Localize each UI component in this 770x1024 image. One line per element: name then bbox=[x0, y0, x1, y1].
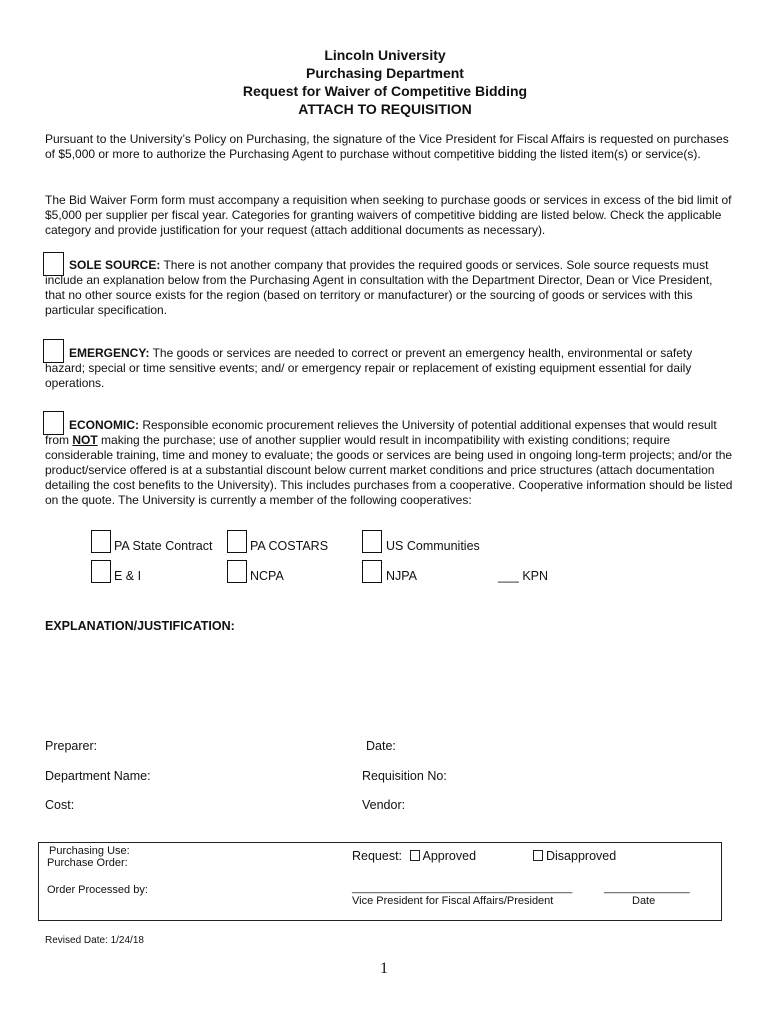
approved-label: Approved bbox=[422, 849, 477, 863]
preparer-field[interactable]: Preparer: bbox=[45, 739, 98, 753]
request-row bbox=[352, 849, 476, 863]
cost-field[interactable]: Cost: bbox=[45, 798, 75, 812]
pa-costars-label: PA COSTARS bbox=[250, 539, 329, 553]
pa-state-checkbox[interactable] bbox=[91, 530, 111, 553]
justification-label: EXPLANATION/JUSTIFICATION: bbox=[45, 619, 235, 633]
disapproved-row bbox=[533, 849, 616, 863]
economic-not: NOT bbox=[72, 433, 98, 447]
njpa-label: NJPA bbox=[386, 569, 418, 583]
e-and-i-label: E & I bbox=[114, 569, 142, 583]
kpn-label: ___ KPN bbox=[498, 569, 549, 583]
njpa-checkbox[interactable] bbox=[362, 560, 382, 583]
intro-paragraph-1: Pursuant to the University’s Policy on Purchasing, the signature of the Vice President for Fiscal Affairs is requested on purchases of $5,000 or more to authorize the Purchasing Agent to purchase without competitive bidding the listed item(s) or service(s). bbox=[45, 132, 729, 161]
approval-date-label: Date bbox=[632, 895, 656, 907]
pa-state-label: PA State Contract bbox=[114, 539, 213, 553]
economic-label: ECONOMIC: bbox=[69, 418, 139, 432]
order-processed-field[interactable]: Order Processed by: bbox=[47, 884, 148, 896]
economic-section bbox=[45, 418, 735, 508]
e-and-i-checkbox[interactable] bbox=[91, 560, 111, 583]
department-field[interactable]: Department Name: bbox=[45, 769, 151, 783]
emergency-text: The goods or services are needed to correct or prevent an emergency health, environmental or safety hazard; special or time sensitive events; and/ or emergency repair or replacement of existing equipment essential for daily operations. bbox=[45, 346, 693, 390]
page-number: 1 bbox=[380, 960, 388, 977]
sole-source-label: SOLE SOURCE: bbox=[69, 258, 161, 272]
us-communities-checkbox[interactable] bbox=[362, 530, 382, 553]
disapproved-checkbox[interactable] bbox=[533, 850, 543, 861]
requisition-field[interactable]: Requisition No: bbox=[362, 769, 447, 783]
vendor-field[interactable]: Vendor: bbox=[362, 798, 406, 812]
department-name: Purchasing Department bbox=[306, 65, 464, 81]
form-title: Request for Waiver of Competitive Bidding bbox=[242, 83, 528, 99]
vp-signature-label: Vice President for Fiscal Affairs/President bbox=[352, 895, 554, 907]
economic-text-a: Responsible economic procurement relieves the University of potential additional expenses that would result from bbox=[45, 418, 717, 447]
emergency-label: EMERGENCY: bbox=[69, 346, 150, 360]
request-label: Request: bbox=[352, 849, 403, 863]
purchase-order-field[interactable]: Purchase Order: bbox=[47, 857, 128, 869]
purchasing-use-box bbox=[38, 842, 722, 921]
disapproved-label: Disapproved bbox=[546, 849, 617, 863]
ncpa-checkbox[interactable] bbox=[227, 560, 247, 583]
economic-text-b: making the purchase; use of another supplier would result in incompatibility with existing conditions; require considerable training, time and money to evaluate; the goods or services are being used in ongoing long-term projects; and/or the product/service offered is at a substantial discount below current market conditions and price structures (attach documentation detailing the cost benefits to the University). This includes purchases from a cooperative. Cooperative information should be listed on the quote. The University is currently a member of the following cooperatives: bbox=[45, 433, 733, 507]
revised-date: Revised Date: 1/24/18 bbox=[45, 935, 144, 946]
approval-date-line[interactable]: ______________ bbox=[604, 882, 690, 894]
sole-source-section bbox=[45, 258, 735, 318]
purchasing-use-title: Purchasing Use: bbox=[49, 845, 130, 857]
attach-note: ATTACH TO REQUISITION bbox=[298, 101, 472, 117]
pa-costars-checkbox[interactable] bbox=[227, 530, 247, 553]
date-field[interactable]: Date: bbox=[366, 739, 396, 753]
us-communities-label: US Communities bbox=[386, 539, 480, 553]
vp-signature-line[interactable]: ____________________________________ bbox=[352, 882, 573, 894]
intro-paragraph-2: The Bid Waiver Form form must accompany a requisition when seeking to purchase goods or services in excess of the bid limit of $5,000 per supplier per fiscal year. Categories for granting waivers of competitive bidding are listed below. Check the applicable category and provide justification for your request (attach additional documents as necessary). bbox=[45, 193, 732, 237]
approved-checkbox[interactable] bbox=[410, 850, 420, 861]
sole-source-text: There is not another company that provides the required goods or services. Sole source requests must include an explanation below from the Purchasing Agent in consultation with the Department Director, Dean or Vice President, that no other source exists for the region (based on territory or manufacturer) or the sourcing of goods or services with this particular specification. bbox=[45, 258, 713, 317]
ncpa-label: NCPA bbox=[250, 569, 284, 583]
form-header bbox=[0, 46, 770, 118]
university-name: Lincoln University bbox=[324, 47, 446, 63]
emergency-section bbox=[45, 346, 735, 391]
